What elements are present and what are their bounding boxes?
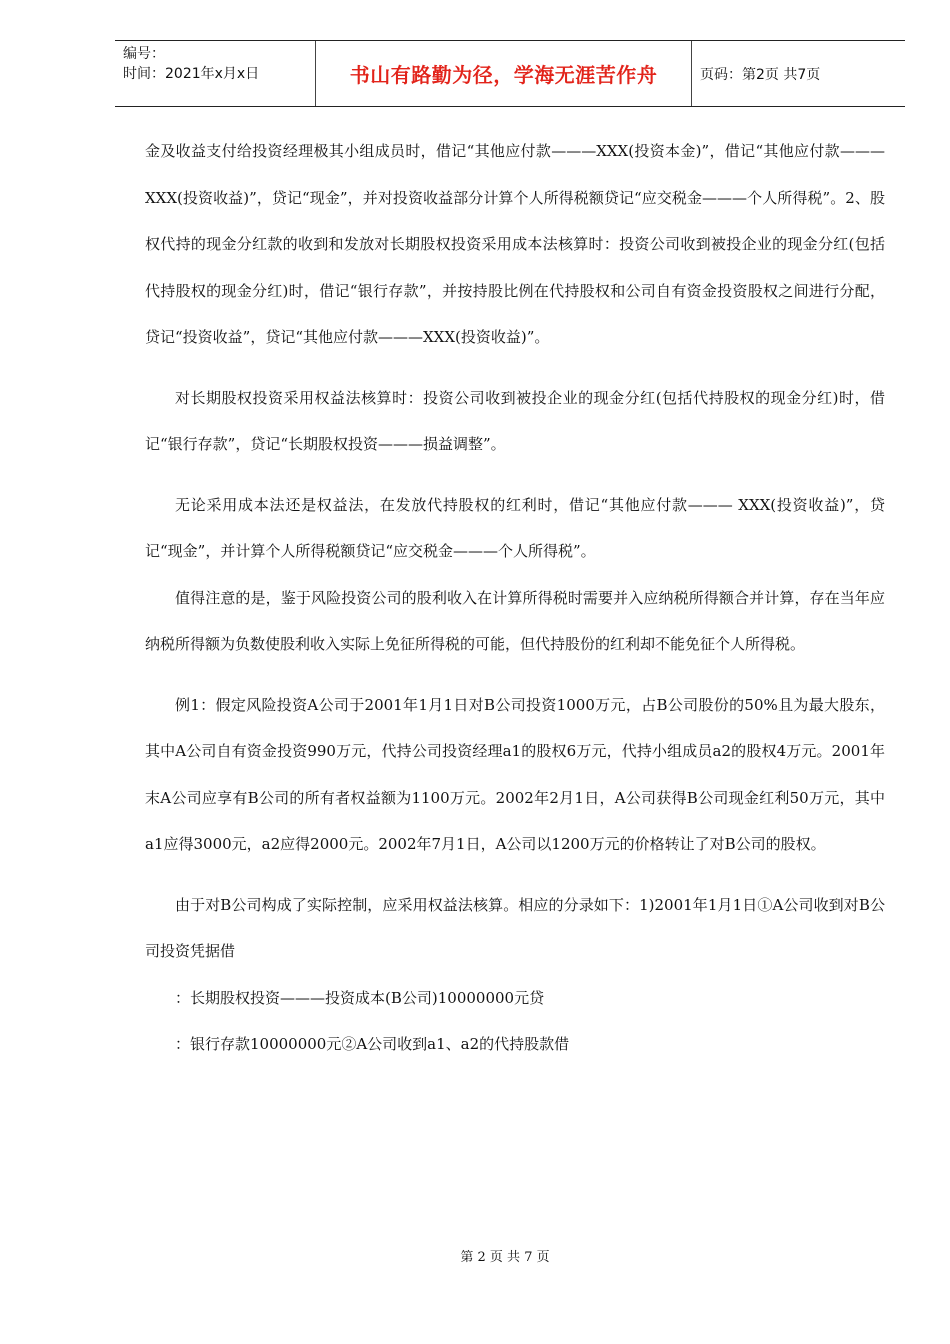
page-footer: 第 2 页 共 7 页: [460, 1250, 550, 1265]
journal-entry-line: ：长期股权投资———投资成本(B公司)10000000元贷: [175, 988, 545, 1007]
paragraph: 无论采用成本法还是权益法，在发放代持股权的红利时，借记“其他应付款——— XXX(投资收益)”，贷记“现金”，并计算个人所得税额贷记“应交税金———个人所得税”。: [145, 495, 885, 560]
document-body: [145, 128, 885, 1068]
header-page-info: [690, 41, 905, 106]
page-header: [115, 40, 905, 107]
header-meta: [115, 41, 315, 106]
paragraph: 值得注意的是，鉴于风险投资公司的股利收入在计算所得税时需要并入应纳税所得额合并计算，存在当年应纳税所得额为负数使股利收入实际上免征所得税的可能，但代持股份的红利却不能免征个人所得税。: [145, 588, 885, 653]
header-page-number: 页码：第2页 共7页: [700, 66, 821, 83]
document-number-label: 编号：: [123, 46, 165, 62]
paragraph: 对长期股权投资采用权益法核算时：投资公司收到被投企业的现金分红(包括代持股权的现金分红)时，借记“银行存款”，贷记“长期股权投资———损益调整”。: [145, 388, 885, 453]
paragraph: 例1：假定风险投资A公司于2001年1月1日对B公司投资1000万元，占B公司股份的50%且为最大股东，其中A公司自有资金投资990万元，代持公司投资经理a1的股权6万元，代持小组成员a2的股权4万元。2001年末A公司应享有B公司的所有者权益额为1100万元。2002年2月1日，A公司获得B公司现金红利50万元，其中a1应得3000元，a2应得2000元。2002年7月1日，A公司以1200万元的价格转让了对B公司的股权。: [145, 695, 885, 853]
header-slogan-cell: [315, 41, 692, 106]
header-slogan: 书山有路勤为径，学海无涯苦作舟: [349, 63, 658, 87]
paragraph: 金及收益支付给投资经理极其小组成员时，借记“其他应付款———XXX(投资本金)”，借记“其他应付款———XXX(投资收益)”，贷记“现金”，并对投资收益部分计算个人所得税额贷记“应交税金———个人所得税”。2、股权代持的现金分红款的收到和发放对长期股权投资采用成本法核算时：投资公司收到被投企业的现金分红(包括代持股权的现金分红)时，借记“银行存款”，并按持股比例在代持股权和公司自有资金投资股权之间进行分配，贷记“投资收益”，贷记“其他应付款———XXX(投资收益)”。: [145, 142, 885, 346]
document-time-label: 时间：2021年x月x日: [123, 66, 260, 82]
paragraph: 由于对B公司构成了实际控制，应采用权益法核算。相应的分录如下：1)2001年1月1日①A公司收到对B公司投资凭据借: [145, 895, 885, 960]
journal-entry-line: ：银行存款10000000元②A公司收到a1、a2的代持股款借: [175, 1035, 570, 1053]
